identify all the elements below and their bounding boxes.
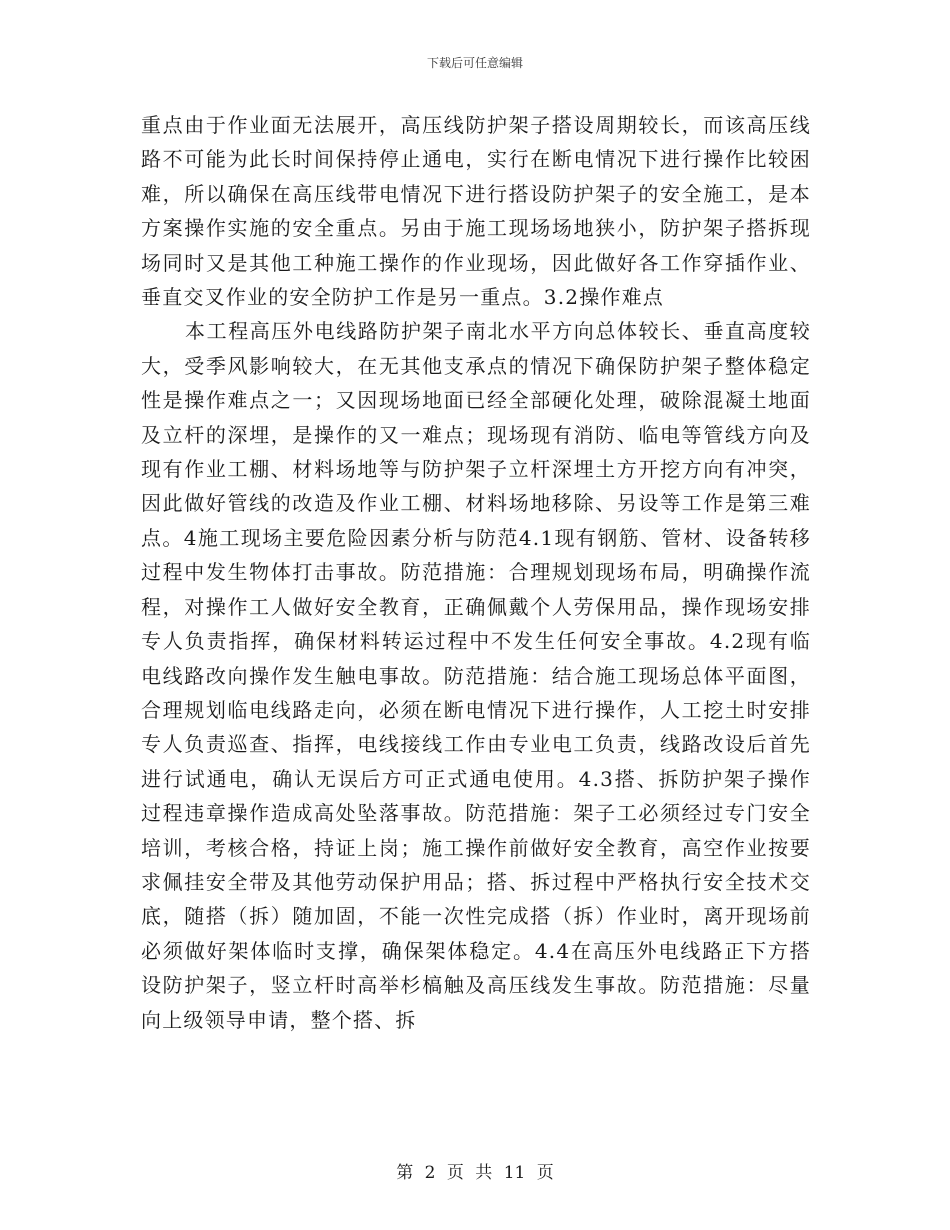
page-number: 第 2 页 共 11 页 (396, 1163, 554, 1183)
document-body (141, 108, 811, 1037)
paragraph-difficulties-and-risks: 本工程高压外电线路防护架子南北水平方向总体较长、垂直高度较大，受季风影响较大，在无其他支承点的情况下确保防护架子整体稳定性是操作难点之一；又因现场地面已经全部硬化处理，破除混凝土地面及立杆的深埋，是操作的又一难点；现场现有消防、临电等管线方向及现有作业工棚、材料场地等与防护架子立杆深埋土方开挖方向有冲突，因此做好管线的改造及作业工棚、材料场地移除、另设等工作是第三难点。4施工现场主要危险因素分析与防范4.1现有钢筋、管材、设备转移过程中发生物体打击事故。防范措施：合理规划现场布局，明确操作流程，对操作工人做好安全教育，正确佩戴个人劳保用品，操作现场安排专人负责指挥，确保材料转运过程中不发生任何安全事故。4.2现有临电线路改向操作发生触电事故。防范措施：结合施工现场总体平面图，合理规划临电线路走向，必须在断电情况下进行操作，人工挖土时安排专人负责巡查、指挥，电线接线工作由专业电工负责，线路改设后首先进行试通电，确认无误后方可正式通电使用。4.3搭、拆防护架子操作过程违章操作造成高处坠落事故。防范措施：架子工必须经过专门安全培训，考核合格，持证上岗；施工操作前做好安全教育，高空作业按要求佩挂安全带及其他劳动保护用品；搭、拆过程中严格执行安全技术交底，随搭（拆）随加固，不能一次性完成搭（拆）作业时，离开现场前必须做好架体临时支撑，确保架体稳定。4.4在高压外电线路正下方搭设防护架子，竖立杆时高举杉槁触及高压线发生事故。防范措施：尽量向上级领导申请，整个搭、拆 (141, 319, 811, 1032)
paragraph-key-points: 重点由于作业面无法展开，高压线防护架子搭设周期较长，而该高压线路不可能为此长时间保持停止通电，实行在断电情况下进行操作比较困难，所以确保在高压线带电情况下进行搭设防护架子的安全施工，是本方案操作实施的安全重点。另由于施工现场场地狭小，防护架子搭拆现场同时又是其他工种施工操作的作业现场，因此做好各工作穿插作业、垂直交叉作业的安全防护工作是另一重点。3.2操作难点 (141, 113, 811, 310)
page-header-note: 下载后可任意编辑 (426, 56, 523, 70)
